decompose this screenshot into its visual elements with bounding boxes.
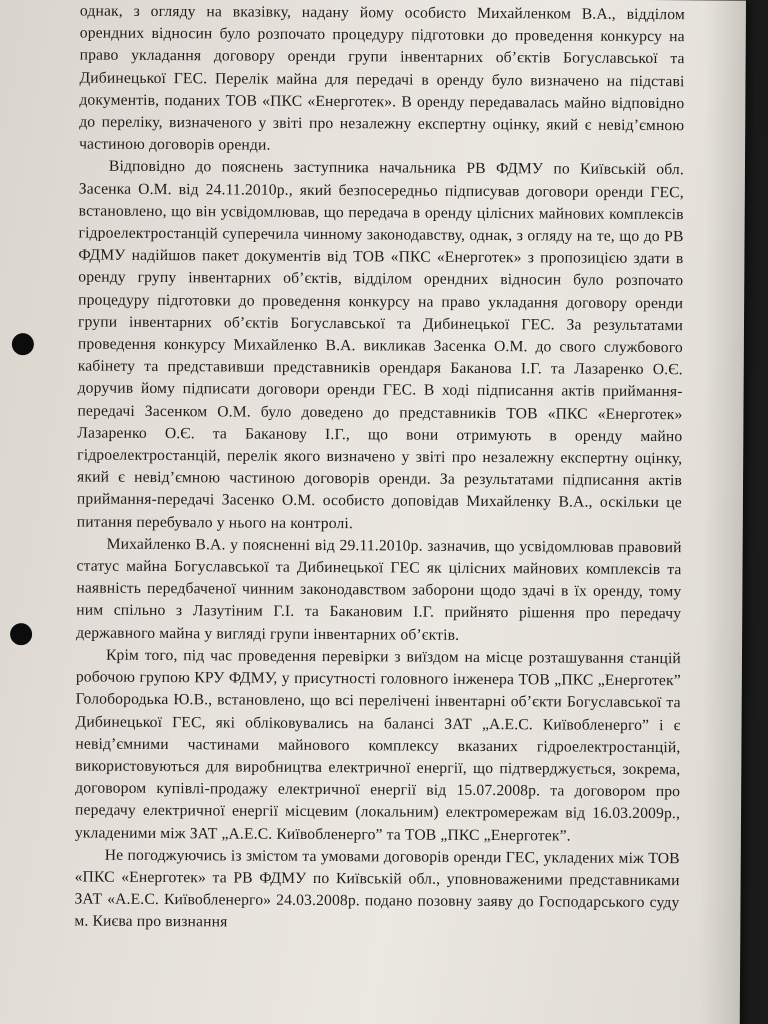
paragraph-continuation: однак, з огляду на вказівку, надану йому особисто Михайленком В.А., відділом орендних відносин було розпочато процедуру підготовки до проведення конкурсу на право укладання договору оренди групи інвентарних об’єктів Богуславської та Дибинецької ГЕС. Перелік майна для передачі в оренду було визначено на підставі документів, поданих ТОВ «ПКС «Енерготек». В оренду передавалась майно відповідно до переліку, визначеного у звіті про незалежну експертну оцінку, який є невід’ємною частиною договорів оренди. bbox=[79, 2, 685, 154]
page-edge-shadow bbox=[700, 0, 746, 1024]
paragraph-lawsuit: Не погоджуючись із змістом та умовами договорів оренди ГЕС, укладених між ТОВ «ПКС «Енерготек» та РВ ФДМУ по Київській обл., уповноваженими представниками ЗАТ «А.Е.С. Київобленерго» 24.03.2008р. подано позовну заяву до Господарського суду м. Києва про визнання bbox=[74, 846, 680, 931]
paragraph-site-inspection: Крім того, під час проведення перевірки з виїздом на місце розташування станцій робочою групою КРУ ФДМУ, у присутності головного інженера ТОВ „ПКС „Енерготек” Голобородька Ю.В., встановлено, що всі перелічені інвентарні об’єкти Богуславської та Дибинецької ГЕС, які обліковувались на балансі ЗАТ „А.Е.С. Київобленерго” і є невід’ємними частинами майнового комплексу вказаних гідроелектростанцій, використовуються для виробництва електричної енергії, що підтверджується, зокрема, договором купівлі-продажу електричної енергії від 15.07.2008р. та договором про передачу електричної енергії місцевим (локальним) електромережам від 16.03.2009р., укладеними між ЗАТ „А.Е.С. Київобленерго” та ТОВ „ПКС „Енерготек”. bbox=[74, 646, 682, 845]
punch-hole-top bbox=[12, 333, 34, 355]
paragraph-mykhailenko-explanation: Михайленко В.А. у поясненні від 29.11.2010р. зазначив, що усвідомлював правовий статус майна Богуславської та Дибинецької ГЕС як цілісних майнових комплексів та наявність передбаченої чинним законодавством заборони щодо здачі в їх оренду, тому ним спільно з Лазутіним Г.І. та Бакановим І.Г. прийнято рішення про передачу державного майна у вигляді групи інвентарних об’єктів. bbox=[76, 535, 682, 644]
paragraph-zasenko-explanation: Відповідно до пояснень заступника начальника РВ ФДМУ по Київській обл. Засенка О.М. від 24.11.2010р., який безпосередньо підписував договори оренди ГЕС, встановлено, що він усвідомлював, що передача в оренду цілісних майнових комплексів гідроелектростанцій суперечила чинному законодавству, однак, з огляду на те, що до РВ ФДМУ надійшов пакет документів від ТОВ «ПКС «Енерготек» з пропозицією здати в оренду групу інвентарних об’єктів, відділом орендних відносин було розпочато процедуру підготовки до проведення конкурсу на право укладання договору оренди групи інвентарних об’єктів Богуславської та Дибинецької ГЕС. За результатами проведення конкурсу Михайленко В.А. викликав Засенка О.М. до свого службового кабінету та представивши представників орендаря Баканова І.Г. та Лазаренко О.Є. доручив йому підписати договори оренди ГЕС. В ході підписання актів приймання-передачі Засенком О.М. було доведено до представників ТОВ «ПКС «Енерготек» Лазаренко О.Є. та Баканову І.Г., що вони отримують в оренду майно гідроелектростанцій, перелік якого визначено у звіті про незалежну експертну оцінку, який є невід’ємною частиною договорів оренди. За результатами підписання актів приймання-передачі Засенко О.М. особисто доповідав Михайленку В.А., оскільки це питання перебувало у нього на контролі. bbox=[76, 158, 685, 532]
punch-hole-bottom bbox=[10, 623, 32, 645]
document-body bbox=[74, 1, 685, 937]
